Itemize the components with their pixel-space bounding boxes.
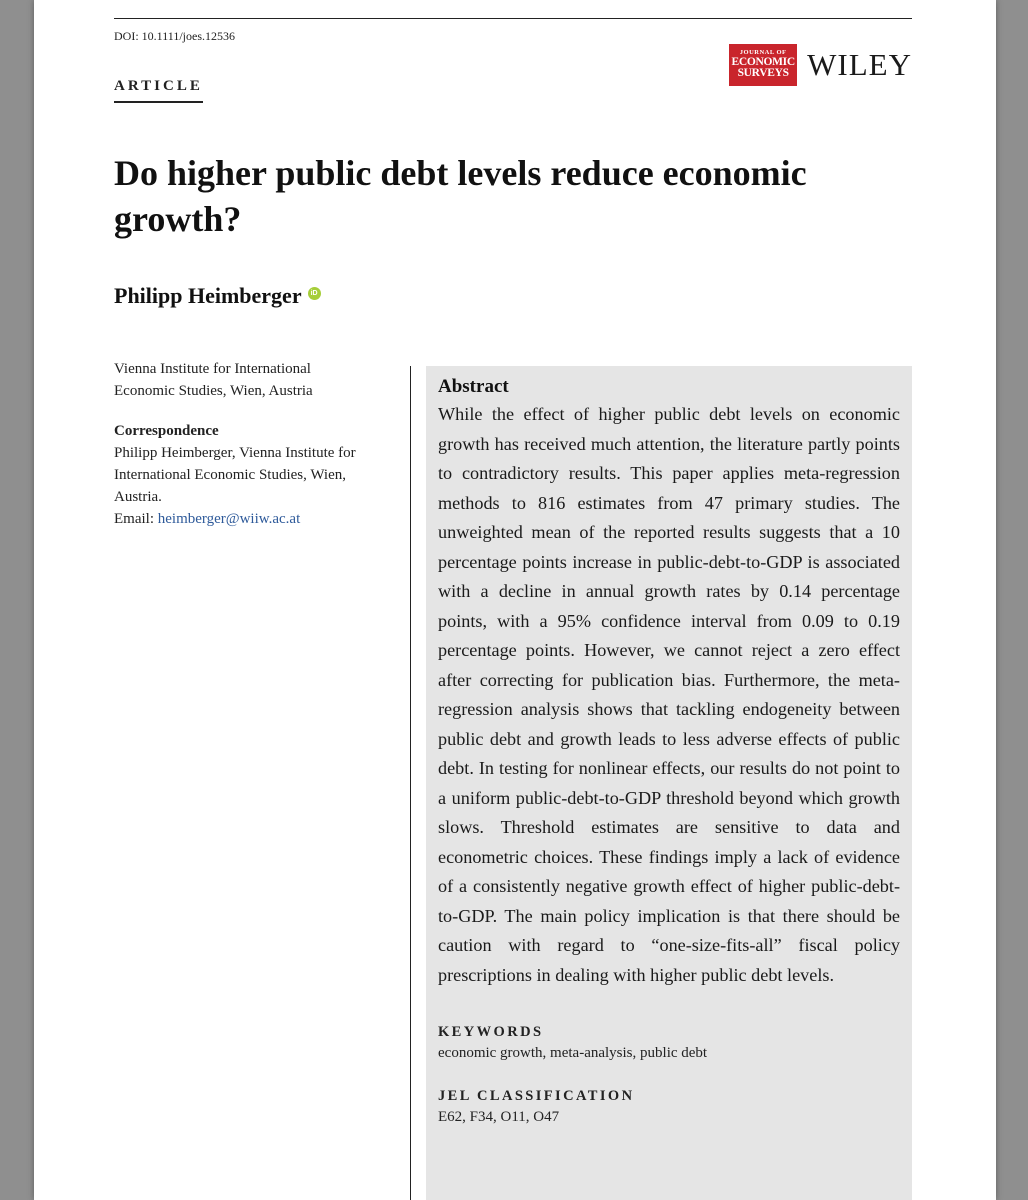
- jel-text: E62, F34, O11, O47: [438, 1109, 560, 1125]
- orcid-icon[interactable]: iD: [308, 287, 321, 300]
- keywords-heading: KEYWORDS: [438, 1024, 544, 1040]
- correspondence-heading: Correspondence: [114, 423, 219, 439]
- publisher-logo: WILEY: [807, 47, 912, 82]
- affiliation-line-1: Vienna Institute for International: [114, 361, 311, 377]
- article-type-label: ARTICLE: [114, 78, 203, 103]
- journal-logo-line-1: JOURNAL OF: [739, 49, 787, 57]
- column-divider: [410, 366, 411, 1200]
- email-label: Email:: [114, 511, 154, 527]
- email-link[interactable]: heimberger@wiiw.ac.at: [157, 511, 301, 527]
- doi: DOI: 10.1111/joes.12536: [114, 29, 235, 43]
- journal-logo: [729, 44, 797, 86]
- affiliation-column: [114, 358, 394, 530]
- author: [114, 283, 321, 309]
- abstract-heading: Abstract: [438, 376, 509, 397]
- abstract-text: While the effect of higher public debt levels on economic growth has received much attention, the literature partly points to contradictory results. This paper applies meta-regression methods to 816 estimates from 47 primary studies. The unweighted mean of the reported results suggests that a 10 percentage points increase in public-debt-to-GDP is associated with a decline in annual growth rates by 0.14 percentage points, with a 95% confidence interval from 0.09 to 0.19 percentage points. However, we cannot reject a zero effect after correcting for publication bias. Furthermore, the meta-regression analysis shows that tackling endogeneity between public debt and growth leads to less adverse effects of public debt. In testing for nonlinear effects, our results do not point to a uniform public-debt-to-GDP threshold beyond which growth slows. Threshold estimates are sensitive to data and econometric choices. These findings imply a lack of evidence of a consistently negative growth effect of higher public-debt-to-GDP. The main policy implication is that there should be caution with regard to “one-size-fits-all” fiscal policy prescriptions in dealing with higher public debt levels.: [438, 404, 900, 985]
- affiliation-line-2: Economic Studies, Wien, Austria: [114, 383, 313, 399]
- publisher-logos: [729, 44, 912, 86]
- author-name: Philipp Heimberger: [114, 283, 302, 308]
- journal-logo-line-3: SURVEYS: [737, 67, 789, 80]
- jel-heading: JEL CLASSIFICATION: [438, 1088, 635, 1104]
- correspondence-text: Philipp Heimberger, Vienna Institute for International Economic Studies, Wien, Austria.: [114, 445, 356, 505]
- email-line: [114, 508, 394, 530]
- journal-logo-line-2: ECONOMIC: [731, 55, 795, 68]
- top-rule: [114, 18, 912, 19]
- paper-title: Do higher public debt levels reduce economic growth?: [114, 153, 807, 239]
- abstract-box: [426, 366, 912, 1200]
- pdf-page: [34, 0, 996, 1200]
- keywords-text: economic growth, meta-analysis, public debt: [438, 1045, 708, 1061]
